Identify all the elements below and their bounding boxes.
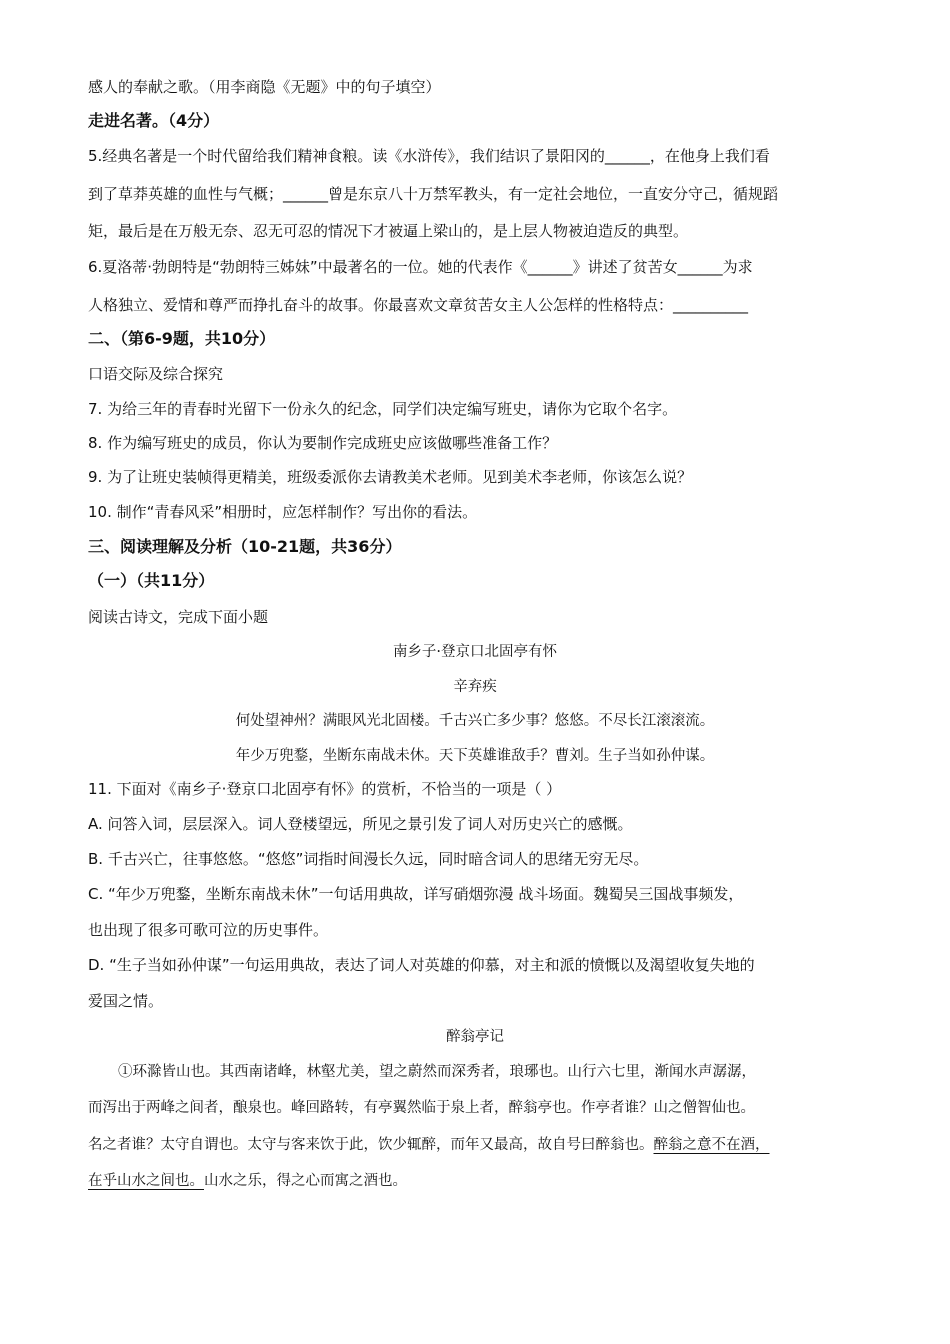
essay-underlined-sentence-part1: 醉翁之意不在酒，: [653, 1137, 770, 1153]
essay-p1-line4-plain: 山水之乐，得之心而寓之酒也。: [204, 1173, 407, 1189]
poem-line1: 何处望神州？满眼风光北固楼。千古兴亡多少事？悠悠。不尽长江滚滚流。: [235, 713, 715, 729]
q8: 8. 作为编写班史的成员，你认为要制作完成班史应该做哪些准备工作？: [88, 434, 558, 452]
poem-title: 南乡子·登京口北固亭有怀: [392, 644, 558, 660]
reading-instruction: 阅读古诗文，完成下面小题: [88, 608, 269, 626]
q11-option-c-line1: C. “年少万兜鍪，坐断东南战未休”一句话用典故，详写硝烟弥漫 战斗场面。魏蜀吴三国战事频发，: [88, 885, 744, 903]
q9: 9. 为了让班史装帧得更精美，班级委派你去请教美术老师。见到美术李老师，你该怎么说？: [88, 468, 693, 486]
essay-p1-line3-plain: 名之者谁？太守自谓也。太守与客来饮于此，饮少辄醉，而年又最高，故自号曰醉翁也。: [88, 1137, 654, 1153]
essay-p1-line2: 而泻出于两峰之间者，酿泉也。峰回路转，有亭翼然临于泉上者，醉翁亭也。作亭者谁？山之僧智仙也。: [88, 1100, 755, 1116]
q11-option-a: A. 问答入词，层层深入。词人登楼望远，所见之景引发了词人对历史兴亡的感慨。: [88, 815, 633, 833]
q5-line1: 5.经典名著是一个时代留给我们精神食粮。读《水浒传》，我们结识了景阳冈的______，在他身上我们看: [88, 147, 770, 165]
poem-line2: 年少万兜鍪，坐断东南战未休。天下英雄谁敌手？曹刘。生子当如孙仲谋。: [235, 748, 715, 764]
q11-option-c-line2: 也出现了很多可歌可泣的历史事件。: [88, 921, 329, 939]
q10: 10. 制作“青春风采”相册时，应怎样制作？写出你的看法。: [88, 503, 478, 521]
essay-p1-line4: [88, 1171, 880, 1191]
essay-p1-line3: [88, 1135, 880, 1155]
section-two-title: 二、（第6-9题，共10分）: [88, 329, 276, 348]
poem-author: 辛弃疾: [453, 679, 497, 695]
section-classics-title: 走进名著。（4分）: [88, 111, 220, 130]
essay-title: 醉翁亭记: [446, 1029, 504, 1045]
q11-option-b: B. 千古兴亡，往事悠悠。“悠悠”词指时间漫长久远，同时暗含词人的思绪无穷无尽。: [88, 850, 649, 868]
essay-underlined-sentence-part2: 在乎山水之间也。: [88, 1173, 204, 1189]
part1-title: （一）（共11分）: [88, 571, 215, 590]
intro-tail: 感人的奉献之歌。（用李商隐《无题》中的句子填空）: [88, 78, 441, 96]
q11-stem: 11. 下面对《南乡子·登京口北固亭有怀》的赏析，不恰当的一项是（ ）: [88, 780, 562, 798]
section-three-title: 三、阅读理解及分析（10-21题，共36分）: [88, 537, 402, 556]
q11-option-d-line1: D. “生子当如孙仲谋”一句运用典故，表达了词人对英雄的仰慕，对主和派的愤慨以及渴望收复失地的: [88, 956, 755, 974]
q6-line1: 6.夏洛蒂·勃朗特是“勃朗特三姊妹”中最著名的一位。她的代表作《______》讲述了贫苦女______为求: [88, 258, 753, 276]
q5-line2: 到了草莽英雄的血性与气概；______曾是东京八十万禁军教头，有一定社会地位，一直安分守己，循规蹈: [88, 185, 779, 203]
q11-option-d-line2: 爱国之情。: [88, 992, 164, 1010]
q5-line3: 矩，最后是在万般无奈、忍无可忍的情况下才被逼上梁山的，是上层人物被迫造反的典型。: [88, 222, 689, 240]
essay-p1-line1: ①环滁皆山也。其西南诸峰，林壑尤美，望之蔚然而深秀者，琅琊也。山行六七里，渐闻水声潺潺，: [118, 1064, 756, 1080]
section-two-subtitle: 口语交际及综合探究: [88, 365, 224, 383]
q6-line2: 人格独立、爱情和尊严而挣扎奋斗的故事。你最喜欢文章贫苦女主人公怎样的性格特点：__________: [88, 296, 749, 314]
q7: 7. 为给三年的青春时光留下一份永久的纪念，同学们决定编写班史，请你为它取个名字。: [88, 400, 678, 418]
